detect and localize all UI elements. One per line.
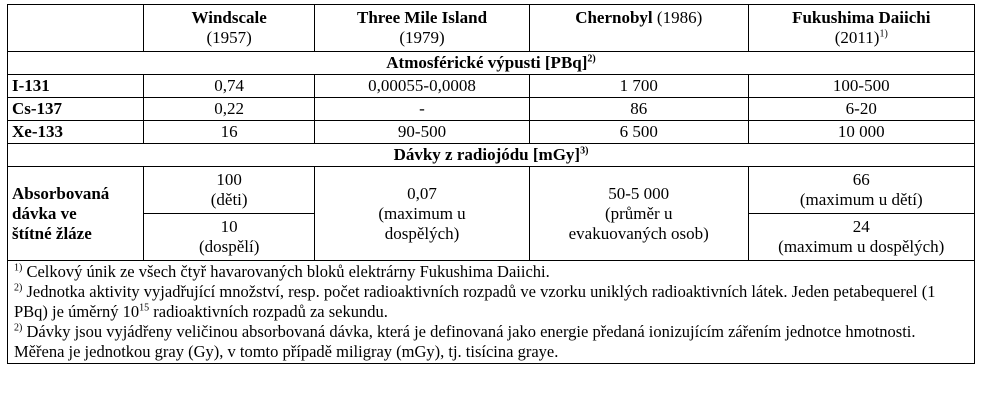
- header-row: [8, 5, 975, 52]
- header-fukushima-name: Fukushima Daiichi: [792, 8, 931, 27]
- table-cell: 0,22: [144, 98, 315, 121]
- footnote-mark: 1): [14, 262, 23, 274]
- dose-row-top: [8, 167, 975, 214]
- dose-qualifier: (dospělí): [198, 237, 260, 256]
- section-emissions-title: [8, 52, 975, 75]
- document: [7, 4, 975, 364]
- dose-value: 66: [852, 170, 870, 189]
- row-label: I-131: [8, 75, 144, 98]
- dose-label-line: dávka ve: [12, 203, 77, 223]
- header-fukushima-note: 1): [879, 28, 888, 40]
- section-doses-note: 3): [580, 145, 589, 157]
- dose-qualifier: (maximum u: [378, 203, 466, 223]
- footnote-3: [14, 322, 968, 362]
- header-windscale-name: Windscale: [191, 8, 267, 27]
- dose-value: 0,07: [407, 183, 437, 203]
- table-cell: 90-500: [315, 121, 530, 144]
- table-cell: 10 000: [748, 121, 974, 144]
- dose-chernobyl: [529, 167, 748, 261]
- header-three-mile-island: [315, 5, 530, 52]
- dose-fukushima-adults: [748, 214, 974, 261]
- footnote-text: Jednotka aktivity vyjadřující množství, resp. počet radioaktivních rozpadů ve vzorku uniklých radioaktivních látek. Jeden petabequerel (1 PBq) je úměrný 10: [14, 282, 936, 321]
- dose-label: [8, 167, 144, 261]
- header-tmi-year: (1979): [399, 28, 445, 47]
- table-cell: 0,00055-0,0008: [315, 75, 530, 98]
- dose-fukushima-children: [748, 167, 974, 214]
- table-cell: 1 700: [529, 75, 748, 98]
- header-windscale: [144, 5, 315, 52]
- footnote-2: [14, 282, 968, 322]
- header-chernobyl: [529, 5, 748, 52]
- dose-value: 50-5 000: [608, 183, 670, 203]
- footnote-text: Celkový únik ze všech čtyř havarovaných bloků elektrárny Fukushima Daiichi.: [22, 262, 550, 281]
- table-cell: 6-20: [748, 98, 974, 121]
- section-doses-text: Dávky z radiojódu [mGy]: [393, 145, 581, 164]
- table-row: [8, 121, 975, 144]
- footnote-mark: 2): [14, 282, 23, 294]
- header-tmi-name: Three Mile Island: [357, 8, 488, 27]
- table-cell: 0,74: [144, 75, 315, 98]
- dose-windscale-adults: [144, 214, 315, 261]
- dose-qualifier: (maximum u dospělých): [778, 237, 945, 256]
- dose-qualifier: (průměr u: [604, 203, 673, 223]
- dose-label-line: Absorbovaná: [12, 183, 110, 203]
- section-doses-row: [8, 144, 975, 167]
- header-chernobyl-name: Chernobyl: [575, 8, 653, 27]
- dose-value: 24: [852, 217, 870, 236]
- dose-value: 10: [220, 217, 238, 236]
- dose-qualifier: (maximum u dětí): [799, 190, 923, 209]
- dose-value: 100: [216, 170, 242, 189]
- accident-comparison-table: [7, 4, 975, 364]
- section-emissions-row: [8, 52, 975, 75]
- footnote-mark: 2): [14, 322, 23, 334]
- dose-windscale-children: [144, 167, 315, 214]
- header-fukushima-year: (2011): [834, 28, 880, 47]
- section-emissions-note: 2): [587, 53, 596, 65]
- footnotes: [8, 261, 975, 364]
- table-cell: 6 500: [529, 121, 748, 144]
- footnote-exponent: 15: [139, 302, 150, 314]
- dose-qualifier: (děti): [210, 190, 248, 209]
- header-chernobyl-year: (1986): [656, 8, 703, 27]
- table-cell: -: [315, 98, 530, 121]
- table-cell: 16: [144, 121, 315, 144]
- row-label: Xe-133: [8, 121, 144, 144]
- table-row: [8, 98, 975, 121]
- table-cell: 86: [529, 98, 748, 121]
- footnotes-row: [8, 261, 975, 364]
- header-fukushima: [748, 5, 974, 52]
- footnote-text: Dávky jsou vyjádřeny veličinou absorbovaná dávka, která je definovaná jako energie předaná ionizujícím zářením jednotce hmotnosti. Měřena je jednotkou gray (Gy), v tomto případě miligray (mGy), tj. tisícina graye.: [14, 322, 916, 361]
- dose-label-line: štítné žláze: [12, 223, 92, 243]
- dose-qualifier: evakuovaných osob): [568, 223, 709, 243]
- table-cell: 100-500: [748, 75, 974, 98]
- table-row: [8, 75, 975, 98]
- row-label: Cs-137: [8, 98, 144, 121]
- section-emissions-text: Atmosférické výpusti [PBq]: [386, 53, 588, 72]
- footnote-1: [14, 262, 968, 282]
- header-empty-cell: [8, 5, 144, 52]
- dose-tmi: [315, 167, 530, 261]
- footnote-text: radioaktivních rozpadů za sekundu.: [149, 302, 388, 321]
- header-windscale-year: (1957): [206, 28, 252, 47]
- dose-qualifier: dospělých): [384, 223, 460, 243]
- section-doses-title: [8, 144, 975, 167]
